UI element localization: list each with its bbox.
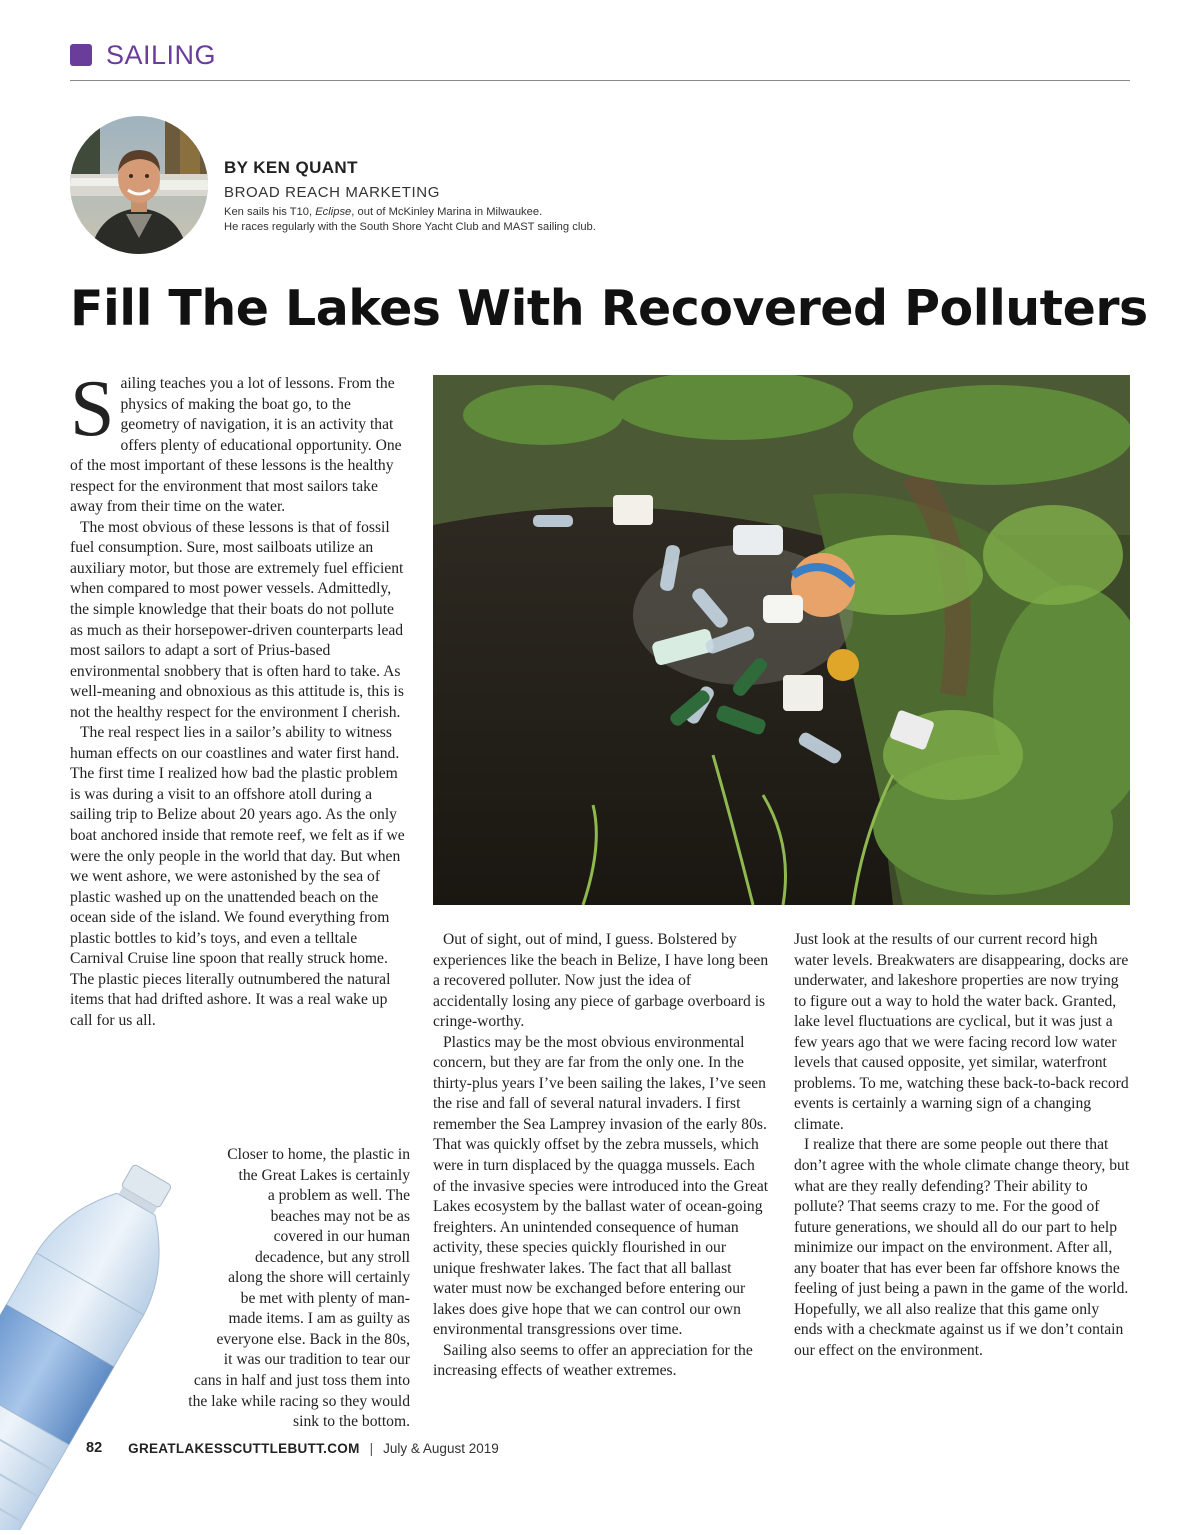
bio-text: Ken sails his T10, [224, 206, 316, 218]
bio-text: , out of McKinley Marina in Milwaukee. [351, 206, 543, 218]
author-name: BY KEN QUANT [224, 158, 358, 177]
text-line: made items. I am as guilty as [228, 1310, 410, 1328]
site-url: GREATLAKESSCUTTLEBUTT.COM [128, 1440, 360, 1456]
bottle-wrapped-paragraph [110, 1145, 410, 1433]
pollution-photo [433, 375, 1130, 905]
article-column-1 [70, 365, 406, 1032]
article-headline: Fill The Lakes With Recovered Polluters [70, 280, 1148, 337]
text-line: covered in our human [273, 1228, 410, 1246]
paragraph [70, 365, 406, 518]
paragraph-text: ailing teaches you a lot of lessons. From the physics of making the boat go, to the geometry of navigation, it is an activity that offers plenty of educational opportunity. One of the most important of these lessons is the healthy respect for the environment that most sailors take away from their time on the water. [70, 375, 402, 516]
byline [224, 158, 596, 235]
text-line: it was our tradition to tear our [223, 1351, 410, 1369]
footer-separator: | [369, 1440, 374, 1456]
section-tag [70, 40, 216, 70]
text-line: beaches may not be as [270, 1207, 410, 1225]
article-column-3 [794, 930, 1130, 1361]
paragraph: Just look at the results of our current record high water levels. Breakwaters are disappearing, docks are underwater, and lakeshore properties are now trying to figure out a way to hold the water back. Granted, lake level fluctuations are cyclical, but it was just a few years ago that we were facing record low water levels that caused opposite, yet similar, waterfront problems. To me, watching these back-to-back record events is certainly a warning sign of a changing climate. [794, 931, 1129, 1133]
boat-name: Eclipse [315, 206, 352, 218]
text-line: sink to the bottom. [293, 1413, 410, 1431]
paragraph: The most obvious of these lessons is that of fossil fuel consumption. Sure, most sailboats utilize an auxiliary motor, but those are extremely fuel efficient when compared to most power vessels. Admittedly, the simple knowledge that their boats do not pollute as much as their horsepower-driven counterparts lead most sailors to adapt a sort of Prius-based environmental snobbery that is often hard to take. As well-meaning and obnoxious as this attitude is, this is not the healthy respect for the environment I cherish. [70, 518, 404, 721]
drop-cap: S [70, 365, 115, 453]
text-line: the lake while racing so they would [188, 1392, 410, 1410]
text-line: Closer to home, the plastic in [227, 1146, 410, 1163]
paragraph: The real respect lies in a sailor’s ability to witness human effects on our coastlines and water first hand. The first time I realized how bad the plastic problem is was during a visit to an offshore atoll during a sailing trip to Belize about 20 years ago. As the only boat anchored inside that remote reef, we felt as if we were the only people in the world that day. But when we went ashore, we were astonished by the sea of plastic washed up on the unattended beach on the ocean side of the island. We found everything from plastic bottles to kid’s toys, and even a telltale Carnival Cruise line spoon that really struck home. The plastic pieces literally outnumbered the natural items that had drifted ashore. It was a real wake up call for us all. [70, 724, 405, 1029]
paragraph: I realize that there are some people out there that don’t agree with the whole climate change theory, but what are they really defending? Their ability to pollute? That seems crazy to me. For the good of future generations, we should all do our part to help minimize our impact on the environment. After all, any boater that has ever been far offshore knows the feeling of just being a pawn in the game of the world. Hopefully, we all also realize that this game only ends with a checkmate against us if we don’t contain our effect on the environment. [794, 1136, 1130, 1359]
paragraph: Out of sight, out of mind, I guess. Bolstered by experiences like the beach in Belize, I have long been a recovered polluter. Now just the idea of accidentally losing any piece of garbage overboard is cringe-worthy. [433, 931, 769, 1031]
text-line: a problem as well. The [267, 1187, 410, 1205]
issue-date: July & August 2019 [383, 1440, 499, 1456]
paragraph: Plastics may be the most obvious environmental concern, but they are far from the only one. In the thirty-plus years I’ve been sailing the lakes, I’ve seen the rise and fall of several natural invaders. I first remember the Sea Lamprey invasion of the early 80s. That was quickly offset by the zebra mussels, which were in turn displaced by the quagga mussels. Each of the invasive species were introduced into the Great Lakes ecosystem by the ballast water of ocean-going freighters. An unintended consequence of human activity, these species quickly flourished in our unique freshwater lakes. The fact that all ballast water must now be exchanged before entering our lakes does give hope that we can control our own environmental transgressions over time. [433, 1033, 769, 1339]
header-rule [70, 80, 1130, 81]
article-column-2 [433, 930, 769, 1382]
text-line: everyone else. Back in the 80s, [216, 1330, 410, 1348]
text-line: decadence, but any stroll [254, 1248, 410, 1266]
author-photo [70, 116, 208, 254]
author-organization: BROAD REACH MARKETING [224, 184, 440, 201]
page-footer [86, 1440, 499, 1456]
author-bio [224, 205, 596, 235]
text-line: along the shore will certainly [228, 1269, 410, 1287]
paragraph: Sailing also seems to offer an appreciation for the increasing effects of weather extremes. [433, 1341, 753, 1380]
text-line: the Great Lakes is certainly [238, 1166, 410, 1184]
section-square-icon [70, 44, 92, 66]
section-label: SAILING [106, 39, 217, 70]
page-number: 82 [86, 1440, 103, 1456]
text-line: cans in half and just toss them into [193, 1372, 410, 1390]
text-line: be met with plenty of man- [240, 1289, 410, 1307]
bio-text: He races regularly with the South Shore Yacht Club and MAST sailing club. [224, 221, 596, 233]
